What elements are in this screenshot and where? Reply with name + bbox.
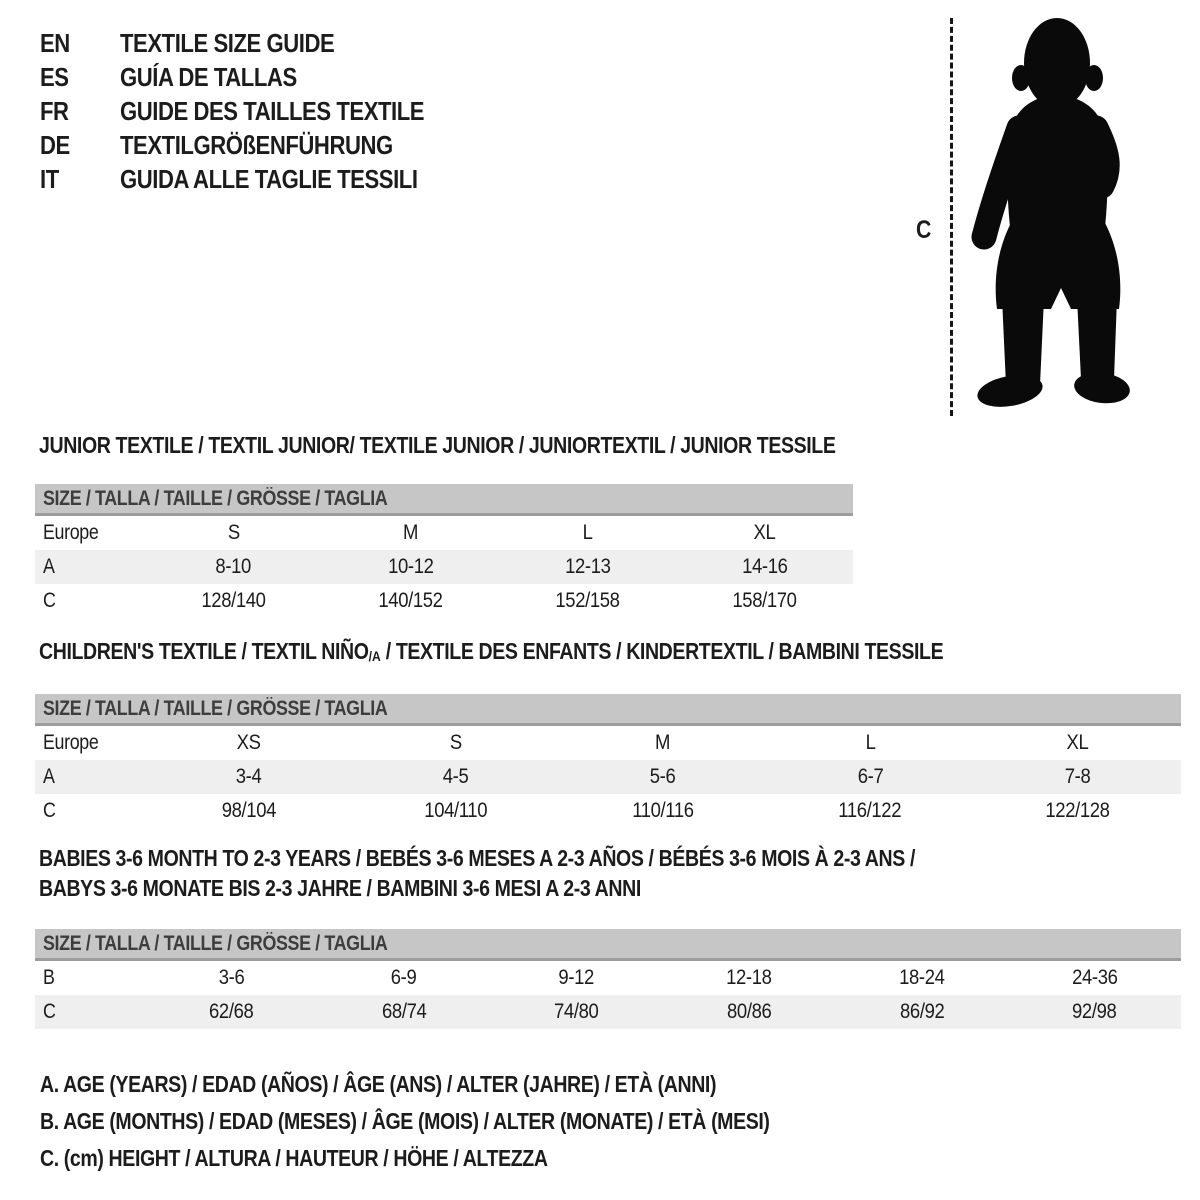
row-value: 80/86 xyxy=(663,995,836,1029)
row-value: L xyxy=(582,521,593,544)
legend-line: C. (cm) HEIGHT / ALTURA / HAUTEUR / HÖHE / ALTEZZA xyxy=(40,1145,548,1171)
table-row xyxy=(35,794,1181,828)
height-dashed-line xyxy=(950,18,953,416)
row-value: 8-10 xyxy=(145,550,322,584)
row-value: 62/68 xyxy=(145,995,318,1029)
row-value: 104/110 xyxy=(424,799,488,822)
row-value: M xyxy=(402,521,419,544)
row-value: XL xyxy=(753,521,776,544)
table-row xyxy=(35,725,1181,761)
table-row xyxy=(35,760,1181,794)
language-code: IT xyxy=(40,164,59,194)
measure-label-c: C xyxy=(916,216,931,244)
size-header-cell: SIZE / TALLA / TAILLE / GRÖSSE / TAGLIA xyxy=(35,929,1181,960)
row-label: Europe xyxy=(43,731,99,754)
row-value: 116/122 xyxy=(838,799,902,822)
language-label: GUIDA ALLE TAGLIE TESSILI xyxy=(120,164,418,194)
legend xyxy=(40,1066,898,1177)
language-label: GUIDE DES TAILLES TEXTILE xyxy=(120,96,425,126)
language-label: TEXTILE SIZE GUIDE xyxy=(120,28,335,58)
row-label: B xyxy=(43,966,55,989)
language-row xyxy=(40,162,478,196)
language-code: DE xyxy=(40,130,70,160)
table-row xyxy=(35,515,853,551)
row-value: 24-36 xyxy=(1071,966,1118,989)
size-table xyxy=(35,929,1181,1029)
row-value: 152/158 xyxy=(555,589,620,612)
size-header-row xyxy=(35,694,1181,725)
legend-line: A. AGE (YEARS) / EDAD (AÑOS) / ÂGE (ANS) / ALTER (JAHRE) / ETÀ (ANNI) xyxy=(40,1071,717,1097)
row-value: 14-16 xyxy=(676,550,853,584)
size-header-row xyxy=(35,484,853,515)
row-label: A xyxy=(35,550,145,584)
row-value: 86/92 xyxy=(836,995,1009,1029)
row-value: M xyxy=(655,731,671,754)
language-code: ES xyxy=(40,62,69,92)
row-label: C xyxy=(43,799,56,822)
table-row xyxy=(35,960,1181,996)
row-value: 122/128 xyxy=(1045,799,1110,822)
language-list xyxy=(40,26,478,196)
row-value: 12-13 xyxy=(499,550,676,584)
row-label: C xyxy=(43,589,56,612)
row-value: 12-18 xyxy=(726,966,773,989)
table-row xyxy=(35,995,1181,1029)
row-value: 74/80 xyxy=(490,995,663,1029)
row-value: 9-12 xyxy=(558,966,595,989)
row-value: 128/140 xyxy=(201,589,266,612)
language-label: GUÍA DE TALLAS xyxy=(120,62,297,92)
language-code: EN xyxy=(40,28,70,58)
row-label: Europe xyxy=(43,521,99,544)
size-section-junior xyxy=(35,432,853,618)
table-row xyxy=(35,584,853,618)
row-value: S xyxy=(227,521,240,544)
row-value: 5-6 xyxy=(559,760,766,794)
row-value: 7-8 xyxy=(974,760,1181,794)
legend-line: B. AGE (MONTHS) / EDAD (MESES) / ÂGE (MOIS) / ALTER (MONATE) / ETÀ (MESI) xyxy=(40,1108,770,1134)
row-value: S xyxy=(449,731,462,754)
size-figure xyxy=(900,14,1170,428)
row-value: 4-5 xyxy=(352,760,559,794)
row-value: 3-4 xyxy=(145,760,352,794)
language-code: FR xyxy=(40,96,69,126)
language-row xyxy=(40,60,478,94)
row-value: XS xyxy=(236,731,261,754)
row-value: 6-9 xyxy=(391,966,417,989)
table-row xyxy=(35,550,853,584)
section-title: JUNIOR TEXTILE / TEXTIL JUNIOR/ TEXTILE JUNIOR / JUNIORTEXTIL / JUNIOR TESSILE xyxy=(39,432,836,458)
size-header-row xyxy=(35,929,1181,960)
row-value: L xyxy=(865,731,876,754)
size-section-babies xyxy=(35,843,1181,1029)
toddler-silhouette-icon xyxy=(965,16,1135,416)
size-section-children xyxy=(35,638,1181,828)
language-row xyxy=(40,26,478,60)
row-value: 98/104 xyxy=(221,799,276,822)
section-title: BABIES 3-6 MONTH TO 2-3 YEARS / BEBÉS 3-6 MESES A 2-3 AÑOS / BÉBÉS 3-6 MOIS À 2-3 ANS / BABYS 3-6 MONATE BIS 2-3 JAHRE / BAMBINI 3-6 MESI A 2-3 ANNI xyxy=(39,845,916,901)
row-value: 10-12 xyxy=(322,550,499,584)
row-value: 110/116 xyxy=(632,799,694,822)
row-value: 158/170 xyxy=(732,589,797,612)
row-value: 3-6 xyxy=(218,966,245,989)
language-row xyxy=(40,94,478,128)
language-row xyxy=(40,128,478,162)
size-header-cell: SIZE / TALLA / TAILLE / GRÖSSE / TAGLIA xyxy=(35,484,853,515)
row-label: A xyxy=(35,760,145,794)
row-value: 68/74 xyxy=(318,995,491,1029)
row-label: C xyxy=(35,995,145,1029)
language-label: TEXTILGRÖßENFÜHRUNG xyxy=(120,130,393,160)
row-value: 18-24 xyxy=(899,966,945,989)
row-value: 140/152 xyxy=(378,589,443,612)
size-table xyxy=(35,484,853,618)
size-table xyxy=(35,694,1181,828)
row-value: 6-7 xyxy=(767,760,974,794)
section-title: CHILDREN'S TEXTILE / TEXTIL NIÑO/A / TEXTILE DES ENFANTS / KINDERTEXTIL / BAMBINI TESSILE xyxy=(39,638,944,665)
row-value: XL xyxy=(1066,731,1089,754)
row-value: 92/98 xyxy=(1008,995,1181,1029)
size-header-cell: SIZE / TALLA / TAILLE / GRÖSSE / TAGLIA xyxy=(35,694,1181,725)
